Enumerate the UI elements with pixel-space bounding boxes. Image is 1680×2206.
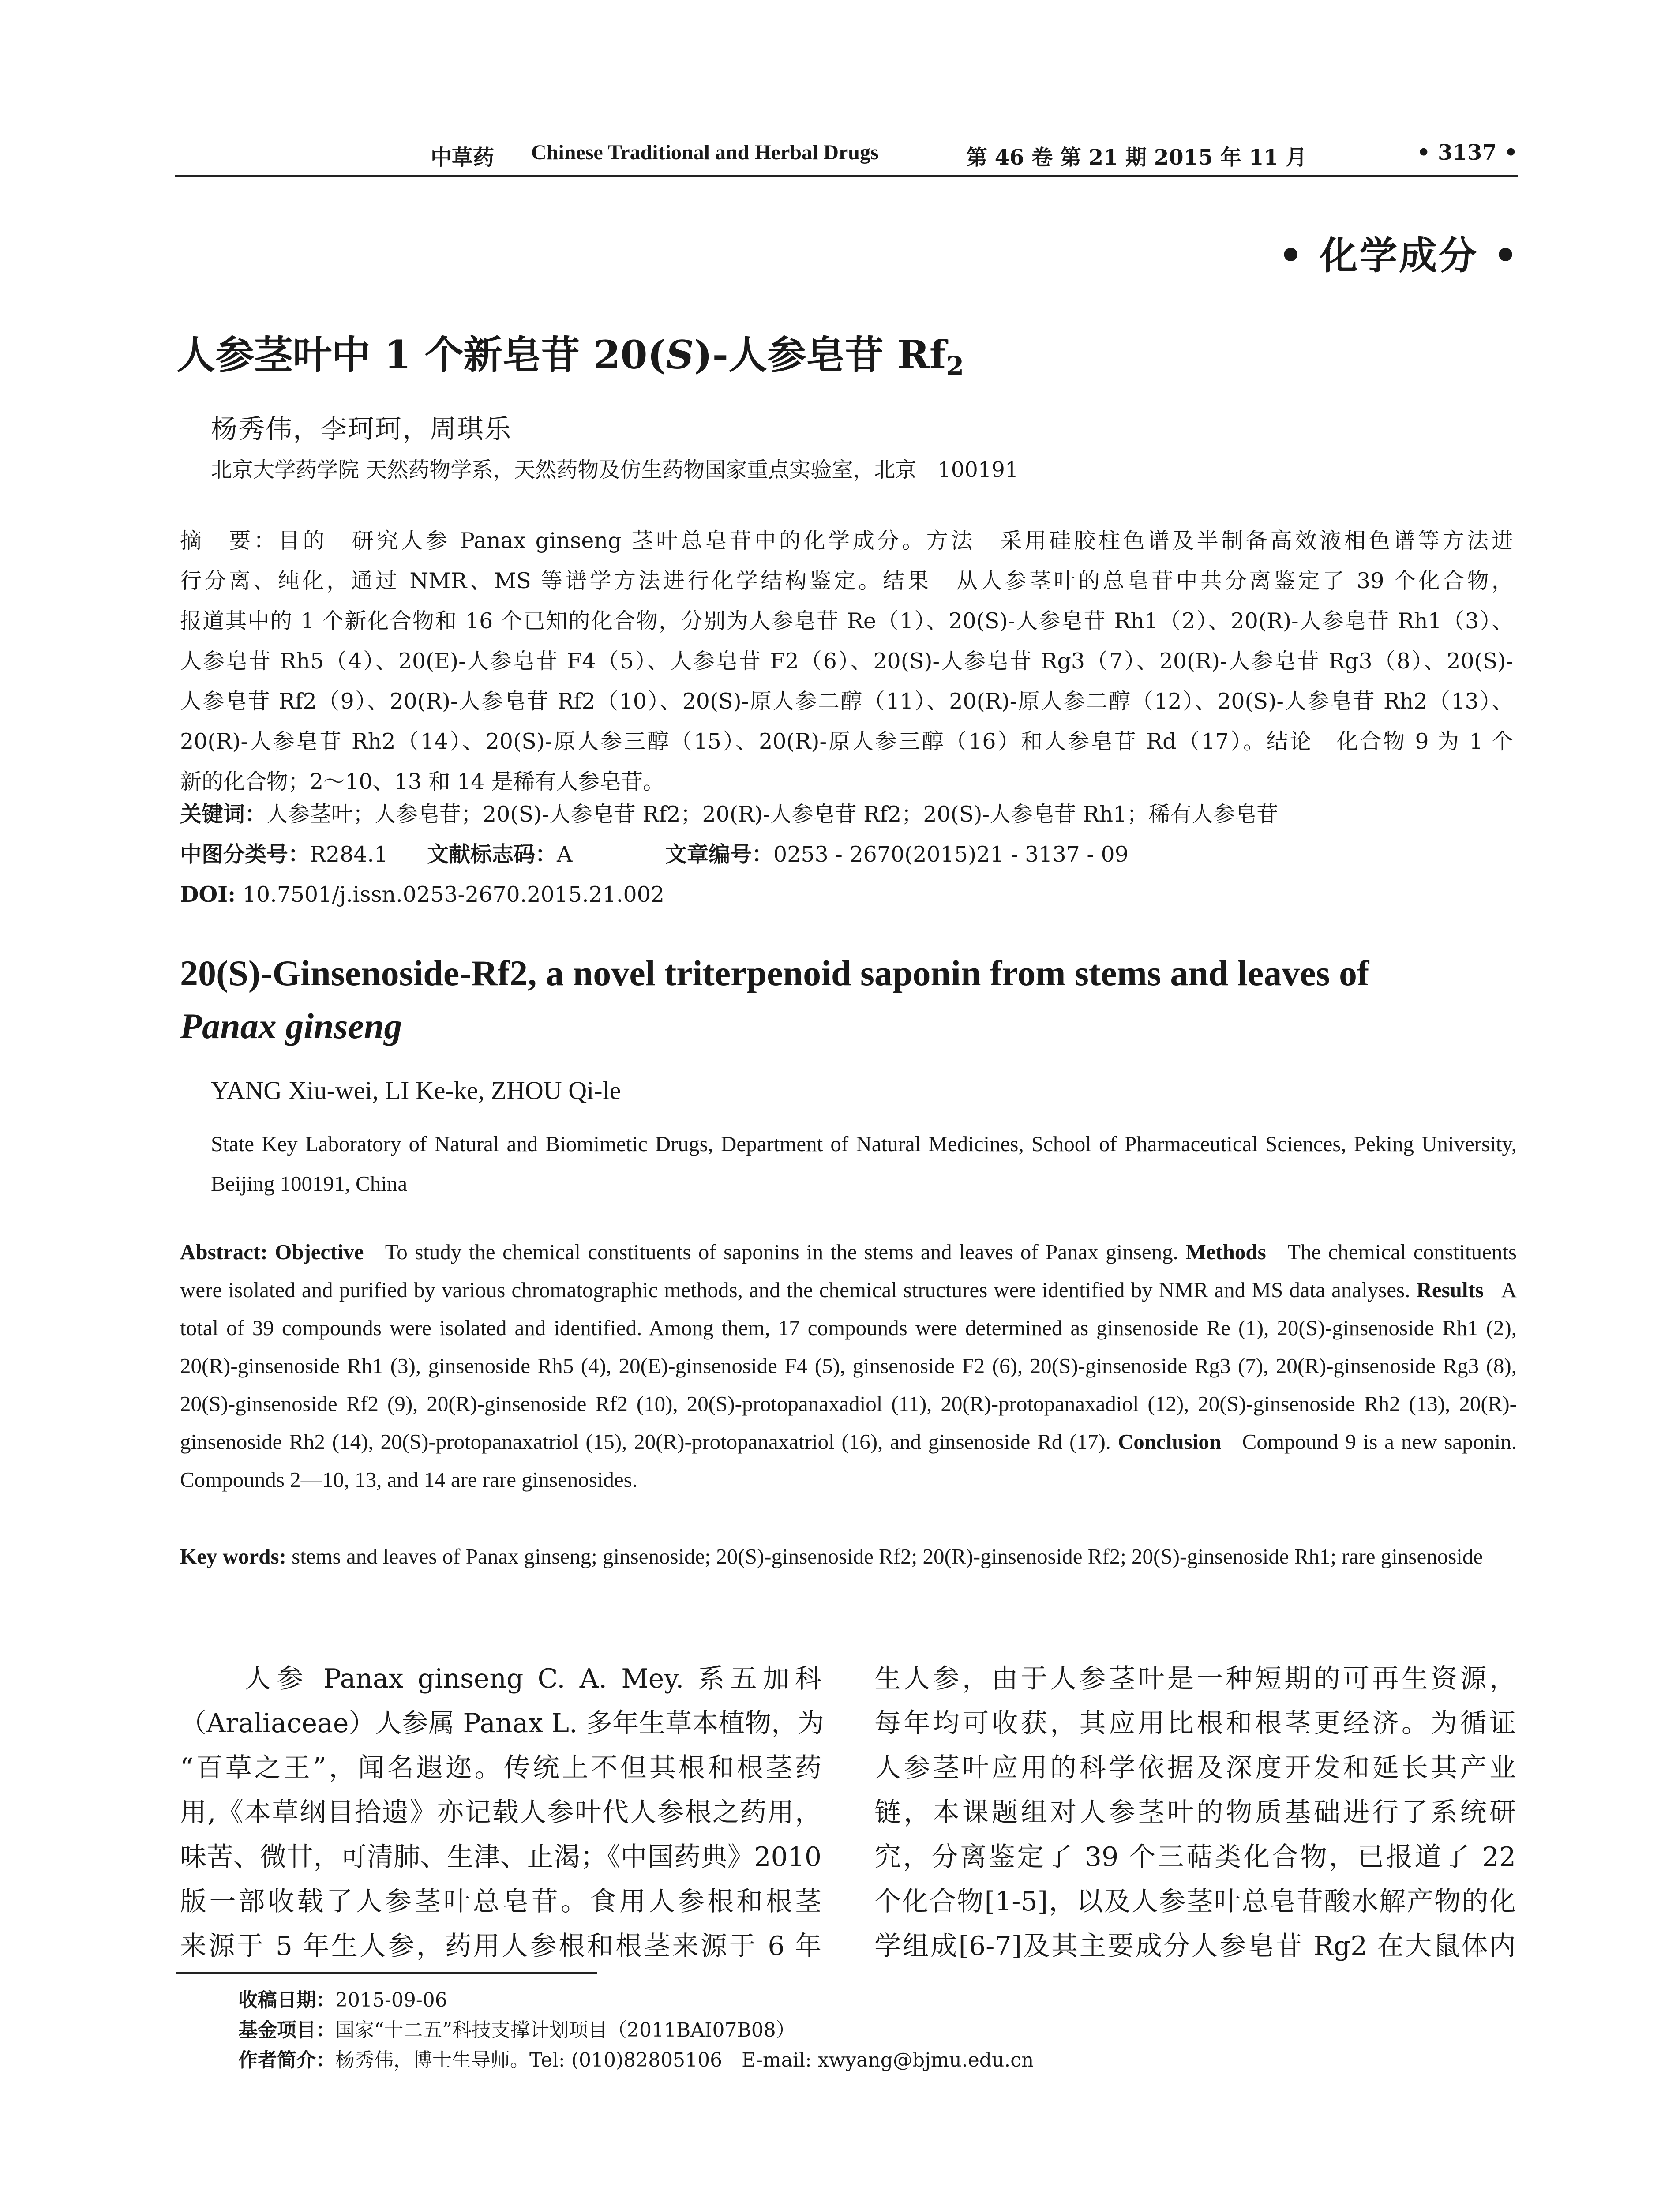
fund-label: 基金项目： bbox=[238, 2019, 335, 2041]
article-no-value: 0253 - 2670(2015)21 - 3137 - 09 bbox=[773, 842, 1129, 867]
footnote-received bbox=[238, 1985, 1034, 2015]
objective-label: Objective bbox=[275, 1240, 364, 1264]
issue-info: 第 46 卷 第 21 期 2015 年 11 月 bbox=[966, 145, 1307, 170]
cn-metadata bbox=[180, 794, 1513, 915]
author-text: 杨秀伟，博士生导师。Tel: (010)82805106 E-mail: xwyang@bjmu.edu.cn bbox=[335, 2049, 1034, 2071]
footnote-author bbox=[238, 2045, 1034, 2075]
body-line: 来源于 5 年生人参，药用人参根和根茎来源于 6 年 bbox=[180, 1931, 821, 1962]
page-number: • 3137 • bbox=[1417, 140, 1518, 165]
en-abstract bbox=[180, 1233, 1517, 1499]
results-label: Results bbox=[1416, 1278, 1484, 1302]
doccode-label: 文献标志码： bbox=[427, 841, 557, 867]
methods-text: The chemical constituents were isolated and purified by various chromatographic methods, and the chemical structures were identified by NMR and MS data analyses. bbox=[180, 1240, 1517, 1302]
cn-keywords bbox=[180, 794, 1513, 834]
journal-name-en: Chinese Traditional and Herbal Drugs bbox=[531, 141, 879, 164]
author-label: 作者简介： bbox=[238, 2049, 335, 2071]
body-line: （Araliaceae）人参属 Panax L. 多年生草本植物，为 bbox=[180, 1708, 825, 1739]
cn-abstract-line: 20(R)-人参皂苷 Rh2（14）、20(S)-原人参三醇（15）、20(R)-原人参三醇（16）和人参皂苷 Rd（17）。结论 化合物 9 为 1 个 bbox=[180, 729, 1513, 754]
journal-name-cn: 中草药 bbox=[431, 145, 495, 170]
cn-abstract-line: 人参皂苷 Rf2（9）、20(R)-人参皂苷 Rf2（10）、20(S)-原人参二醇（11）、20(R)-原人参二醇（12）、20(S)-人参皂苷 Rh2（13）、 bbox=[180, 689, 1513, 714]
cn-affiliation: 北京大学药学院 天然药物学系，天然药物及仿生药物国家重点实验室，北京 100191 bbox=[211, 458, 1019, 482]
en-keywords-text: stems and leaves of Panax ginseng; ginsenoside; 20(S)-ginsenoside Rf2; 20(R)-ginsenoside Rf2; 20(S)-ginsenoside Rh1; rare ginsenoside bbox=[292, 1544, 1483, 1568]
en-title-line1: 20(S)-Ginsenoside-Rf2, a novel triterpenoid saponin from stems and leaves of bbox=[180, 953, 1369, 993]
results-text: A total of 39 compounds were isolated and identified. Among them, 17 compounds were determined as ginsenoside Re (1), 20(S)-ginsenoside Rh1 (2), 20(R)-ginsenoside Rh1 (3), ginsenoside Rh5 (4), 20(E)-ginsenoside F4 (5), ginsenoside F2 (6), 20(S)-ginsenoside Rg3 (7), 20(R)-ginsenoside Rg3 (8), 20(S)-ginsenoside Rf2 (9), 20(R)-ginsenoside Rf2 (10), 20(S)-protopanaxadiol (11), 20(R)-protopanaxadiol (12), 20(S)-ginsenoside Rh2 (13), 20(R)-ginsenoside Rh2 (14), 20(S)-protopanaxatriol (15), 20(R)-protopanaxatriol (16), and ginsenoside Rd (17). bbox=[180, 1278, 1517, 1454]
fund-text: 国家“十二五”科技支撑计划项目（2011BAI07B08） bbox=[335, 2019, 795, 2041]
en-keywords-label: Key words: bbox=[180, 1544, 286, 1568]
clc-block bbox=[180, 834, 427, 874]
methods-label: Methods bbox=[1185, 1240, 1266, 1264]
body-line: 链，本课题组对人参茎叶的物质基础进行了系统研 bbox=[874, 1797, 1516, 1828]
cn-title-s: S bbox=[666, 332, 694, 378]
cn-classification bbox=[180, 834, 1513, 874]
body-line: 个化合物[1-5]，以及人参茎叶总皂苷酸水解产物的化 bbox=[874, 1886, 1516, 1917]
cn-abstract-line: 报道其中的 1 个新化合物和 16 个已知的化合物，分别为人参皂苷 Re（1）、20(S)-人参皂苷 Rh1（2）、20(R)-人参皂苷 Rh1（3）、 bbox=[180, 608, 1513, 634]
cn-keywords-label: 关键词： bbox=[180, 801, 267, 827]
cn-title-part: )-人参皂苷 Rf bbox=[694, 332, 946, 378]
cn-authors: 杨秀伟，李珂珂，周琪乐 bbox=[211, 414, 512, 445]
body-line: 究，分离鉴定了 39 个三萜类化合物，已报道了 22 bbox=[874, 1842, 1516, 1872]
doi-value: 10.7501/j.issn.0253-2670.2015.21.002 bbox=[242, 882, 665, 907]
body-line: 生人参，由于人参茎叶是一种短期的可再生资源， bbox=[874, 1663, 1516, 1694]
body-column-right bbox=[874, 1657, 1516, 1969]
en-abstract-label: Abstract: bbox=[180, 1240, 268, 1264]
body-line: 版一部收载了人参茎叶总皂苷。食用人参根和根茎 bbox=[180, 1886, 821, 1917]
en-title-line2: Panax ginseng bbox=[180, 1006, 402, 1046]
clc-label: 中图分类号： bbox=[180, 841, 310, 867]
en-keywords bbox=[180, 1538, 1517, 1576]
cn-abstract-line: 行分离、纯化，通过 NMR、MS 等谱学方法进行化学结构鉴定。结果 从人参茎叶的总皂苷中共分离鉴定了 39 个化合物， bbox=[180, 568, 1513, 593]
clc-value: R284.1 bbox=[310, 842, 388, 867]
body-line: 人参茎叶应用的科学依据及深度开发和延长其产业 bbox=[874, 1752, 1516, 1783]
cn-abstract-line: 摘 要：目的 研究人参 Panax ginseng 茎叶总皂苷中的化学成分。方法 采用硅胶柱色谱及半制备高效液相色谱等方法进 bbox=[180, 528, 1513, 553]
body-line: 每年均可收获，其应用比根和根茎更经济。为循证 bbox=[874, 1708, 1516, 1739]
footnotes bbox=[238, 1985, 1034, 2075]
body-line: “百草之王”，闻名遐迩。传统上不但其根和根茎药 bbox=[180, 1752, 821, 1783]
en-affiliation: State Key Laboratory of Natural and Biomimetic Drugs, Department of Natural Medicines, School of Pharmaceutical Sciences, Peking University, Beijing 100191, China bbox=[211, 1132, 1517, 1196]
article-no-label: 文章编号： bbox=[665, 841, 774, 867]
conclusion-label: Conclusion bbox=[1118, 1429, 1222, 1454]
cn-title bbox=[176, 324, 964, 380]
section-label: • 化学成分 • bbox=[1279, 233, 1519, 278]
cn-abstract-line: 新的化合物；2～10、13 和 14 是稀有人参皂苷。 bbox=[180, 769, 664, 794]
en-authors: YANG Xiu-wei, LI Ke-ke, ZHOU Qi-le bbox=[211, 1076, 621, 1105]
cn-abstract-line: 人参皂苷 Rh5（4）、20(E)-人参皂苷 F4（5）、人参皂苷 F2（6）、20(S)-人参皂苷 Rg3（7）、20(R)-人参皂苷 Rg3（8）、20(S)- bbox=[180, 649, 1513, 674]
doi-label: DOI: bbox=[180, 882, 236, 907]
received-date: 2015-09-06 bbox=[335, 1989, 447, 2011]
conclusion-text: Compound 9 is a new saponin. Compounds 2—10, 13, and 14 are rare ginsenosides. bbox=[180, 1429, 1517, 1492]
doi-row bbox=[180, 874, 1513, 915]
cn-title-part: 人参茎叶中 1 个新皂苷 20( bbox=[176, 332, 666, 378]
body-line: 用,《本草纲目拾遗》亦记载人参叶代人参根之药用， bbox=[180, 1797, 821, 1828]
objective-text: To study the chemical constituents of saponins in the stems and leaves of Panax ginseng. bbox=[385, 1240, 1178, 1264]
header-rule bbox=[175, 175, 1518, 177]
en-title bbox=[180, 947, 1517, 1053]
body-line: 人参 Panax ginseng C. A. Mey. 系五加科 bbox=[180, 1663, 821, 1694]
body-line: 学组成[6-7]及其主要成分人参皂苷 Rg2 在大鼠体内 bbox=[874, 1931, 1516, 1962]
received-label: 收稿日期： bbox=[238, 1989, 335, 2011]
body-column-left bbox=[180, 1657, 825, 1969]
footnote-rule bbox=[176, 1972, 597, 1974]
cn-keywords-text: 人参茎叶；人参皂苷；20(S)-人参皂苷 Rf2；20(R)-人参皂苷 Rf2；20(S)-人参皂苷 Rh1；稀有人参皂苷 bbox=[266, 802, 1279, 827]
cn-title-sub: 2 bbox=[946, 350, 964, 381]
doccode-value: A bbox=[557, 842, 573, 867]
doccode-block bbox=[427, 834, 665, 874]
running-header bbox=[175, 140, 1518, 171]
body-line: 味苦、微甘，可清肺、生津、止渴；《中国药典》2010 bbox=[180, 1842, 821, 1872]
footnote-fund bbox=[238, 2015, 1034, 2045]
cn-abstract bbox=[180, 521, 1513, 802]
